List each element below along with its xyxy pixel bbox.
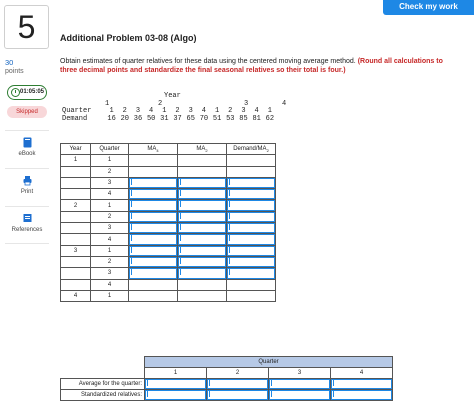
standardized-q1-cell[interactable] bbox=[145, 390, 207, 401]
ratio-input[interactable] bbox=[227, 268, 275, 278]
table-row bbox=[61, 166, 276, 177]
quarter-value: 4 bbox=[149, 107, 154, 115]
year-3-label: 3 bbox=[244, 99, 249, 108]
year-2-label: 2 bbox=[158, 99, 163, 108]
quarter-cell: 2 bbox=[91, 256, 129, 267]
ratio-cell[interactable] bbox=[227, 200, 276, 211]
ratio-input[interactable] bbox=[227, 212, 275, 222]
average-q2-cell[interactable] bbox=[207, 379, 269, 390]
average-q4-input[interactable] bbox=[331, 379, 392, 389]
ma2-cell-empty bbox=[178, 279, 227, 290]
ratio-cell[interactable] bbox=[227, 177, 276, 188]
ma2-cell-empty bbox=[178, 290, 227, 301]
year-cell bbox=[61, 189, 91, 200]
ma2-cell[interactable] bbox=[178, 211, 227, 222]
ratio-input[interactable] bbox=[227, 234, 275, 244]
quarter-value: 1 bbox=[267, 107, 272, 115]
quarter-value: 2 bbox=[228, 107, 233, 115]
ratio-cell[interactable] bbox=[227, 245, 276, 256]
quarter-1-header: 1 bbox=[145, 368, 207, 379]
table-row bbox=[61, 223, 276, 234]
quarter-cell: 3 bbox=[91, 268, 129, 279]
book-icon bbox=[23, 137, 32, 148]
ratio-input[interactable] bbox=[227, 246, 275, 256]
ma4-cell[interactable] bbox=[129, 200, 178, 211]
ma4-cell[interactable] bbox=[129, 189, 178, 200]
quarter-cell: 4 bbox=[91, 189, 129, 200]
ma2-cell[interactable] bbox=[178, 245, 227, 256]
average-q1-input[interactable] bbox=[145, 379, 206, 389]
year-4-label: 4 bbox=[282, 99, 287, 108]
ratio-input[interactable] bbox=[227, 257, 275, 267]
quarter-4-header: 4 bbox=[331, 368, 393, 379]
quarter-cell: 1 bbox=[91, 245, 129, 256]
ma4-input[interactable] bbox=[129, 178, 177, 188]
table-row bbox=[61, 290, 276, 301]
quarter-cell: 1 bbox=[91, 200, 129, 211]
average-q1-cell[interactable] bbox=[145, 379, 207, 390]
timer-value: 01:05:05 bbox=[20, 89, 45, 95]
table-row bbox=[61, 256, 276, 267]
ratio-input[interactable] bbox=[227, 189, 275, 199]
table-row bbox=[61, 234, 276, 245]
sidebar-item-label: eBook bbox=[18, 151, 36, 157]
quarter-cell: 2 bbox=[91, 166, 129, 177]
ma2-cell[interactable] bbox=[178, 200, 227, 211]
demand-value: 20 bbox=[120, 114, 129, 123]
ma4-cell[interactable] bbox=[129, 234, 178, 245]
standardized-q2-cell[interactable] bbox=[207, 390, 269, 401]
column-header-year: Year bbox=[61, 144, 91, 155]
ma4-input[interactable] bbox=[129, 268, 177, 278]
ratio-cell[interactable] bbox=[227, 234, 276, 245]
timer[interactable] bbox=[7, 85, 47, 100]
ratio-cell[interactable] bbox=[227, 223, 276, 234]
quarter-cell: 1 bbox=[91, 290, 129, 301]
ma2-cell[interactable] bbox=[178, 268, 227, 279]
points-value: 30 bbox=[5, 58, 14, 67]
ma2-cell[interactable] bbox=[178, 234, 227, 245]
year-cell bbox=[61, 223, 91, 234]
ma2-input[interactable] bbox=[178, 257, 226, 267]
table-header-row bbox=[61, 144, 276, 155]
check-my-work-button[interactable]: Check my work bbox=[383, 0, 474, 15]
ratio-cell-empty bbox=[227, 279, 276, 290]
standardized-row-label: Standardized relatives: bbox=[61, 390, 145, 401]
quarter-value: 4 bbox=[201, 107, 206, 115]
quarter-cell: 4 bbox=[91, 279, 129, 290]
quarter-title: Quarter bbox=[145, 357, 393, 368]
demand-value: 65 bbox=[186, 114, 195, 123]
table-row bbox=[61, 279, 276, 290]
moving-average-table bbox=[60, 143, 276, 302]
ratio-cell[interactable] bbox=[227, 256, 276, 267]
demand-value: 62 bbox=[265, 114, 275, 123]
column-header-ma2: $MA_2$ bbox=[178, 144, 227, 155]
quarter-value: 4 bbox=[254, 107, 259, 115]
quarter-row-label: Quarter bbox=[62, 107, 92, 115]
quarter-2-header: 2 bbox=[207, 368, 269, 379]
ma2-input[interactable] bbox=[178, 212, 226, 222]
demand-value: 37 bbox=[173, 114, 182, 123]
ratio-cell-empty bbox=[227, 166, 276, 177]
year-cell bbox=[61, 166, 91, 177]
ma4-input[interactable] bbox=[129, 246, 177, 256]
column-header-ma4: $MA_4$ bbox=[129, 144, 178, 155]
ratio-cell[interactable] bbox=[227, 211, 276, 222]
table-row bbox=[61, 177, 276, 188]
demand-value: 36 bbox=[133, 114, 143, 123]
quarter-value: 1 bbox=[162, 107, 167, 115]
instruction-emphasis: (Round all calculations to three decimal points and standardize the final seasonal relatives so their total is four.) bbox=[60, 58, 443, 74]
year-cell: 4 bbox=[61, 290, 91, 301]
average-row-label: Average for the quarter: bbox=[61, 379, 145, 390]
demand-value: 81 bbox=[252, 114, 261, 123]
table-row bbox=[61, 211, 276, 222]
year-1-label: 1 bbox=[105, 99, 110, 108]
sidebar-item-label: Print bbox=[20, 189, 34, 195]
ma2-cell[interactable] bbox=[178, 177, 227, 188]
ma2-input[interactable] bbox=[178, 200, 226, 210]
table-row bbox=[61, 200, 276, 211]
standardized-q4-cell[interactable] bbox=[331, 390, 393, 401]
question-number: 5 bbox=[4, 5, 49, 49]
ma4-cell[interactable] bbox=[129, 256, 178, 267]
ratio-cell-empty bbox=[227, 155, 276, 166]
ma4-cell[interactable] bbox=[129, 245, 178, 256]
clock-icon bbox=[11, 88, 20, 97]
page-title: Additional Problem 03-08 (Algo) bbox=[60, 33, 197, 43]
demand-data bbox=[62, 92, 287, 123]
ma4-cell-empty bbox=[129, 155, 178, 166]
ratio-input[interactable] bbox=[227, 178, 275, 188]
table-row bbox=[61, 155, 276, 166]
instruction-text: Obtain estimates of quarter relatives for these data using the centered moving average method. bbox=[60, 58, 356, 65]
average-q3-input[interactable] bbox=[269, 379, 330, 389]
ma4-input[interactable] bbox=[129, 212, 177, 222]
quarter-value: 1 bbox=[109, 107, 114, 115]
demand-row-label: Demand bbox=[62, 114, 88, 123]
ma4-input[interactable] bbox=[129, 223, 177, 233]
ma4-input[interactable] bbox=[129, 257, 177, 267]
ma4-cell[interactable] bbox=[129, 223, 178, 234]
ratio-cell[interactable] bbox=[227, 268, 276, 279]
quarter-cell: 2 bbox=[91, 211, 129, 222]
ma2-cell[interactable] bbox=[178, 223, 227, 234]
demand-value: 70 bbox=[199, 114, 209, 123]
column-header-ratio: Demand/$MA_2$ bbox=[227, 144, 276, 155]
year-cell bbox=[61, 279, 91, 290]
ma2-cell-empty bbox=[178, 155, 227, 166]
ma2-input[interactable] bbox=[178, 246, 226, 256]
demand-value: 50 bbox=[146, 114, 156, 123]
quarter-3-header: 3 bbox=[269, 368, 331, 379]
standardized-q3-cell[interactable] bbox=[269, 390, 331, 401]
ma4-input[interactable] bbox=[129, 189, 177, 199]
average-q2-input[interactable] bbox=[207, 379, 268, 389]
printer-icon bbox=[23, 175, 32, 186]
quarter-cell: 4 bbox=[91, 234, 129, 245]
seasonal-relatives-table bbox=[60, 356, 393, 401]
year-header-label: Year bbox=[164, 92, 181, 100]
year-cell bbox=[61, 268, 91, 279]
sidebar-item-ebook[interactable] bbox=[5, 130, 49, 168]
year-cell bbox=[61, 256, 91, 267]
ma2-input[interactable] bbox=[178, 189, 226, 199]
ma4-input[interactable] bbox=[129, 200, 177, 210]
demand-value: 51 bbox=[212, 114, 222, 123]
ma2-cell-empty bbox=[178, 166, 227, 177]
column-header-quarter: Quarter bbox=[91, 144, 129, 155]
sidebar-item-print[interactable] bbox=[5, 168, 49, 206]
average-q4-cell[interactable] bbox=[331, 379, 393, 390]
ratio-cell-empty bbox=[227, 290, 276, 301]
quarter-cell: 3 bbox=[91, 223, 129, 234]
year-cell: 2 bbox=[61, 200, 91, 211]
ma4-cell-empty bbox=[129, 279, 178, 290]
sidebar bbox=[5, 130, 49, 244]
ratio-input[interactable] bbox=[227, 223, 275, 233]
status-badge: Skipped bbox=[7, 106, 47, 118]
year-cell: 3 bbox=[61, 245, 91, 256]
standardized-q3-input[interactable] bbox=[269, 390, 330, 400]
year-cell bbox=[61, 211, 91, 222]
demand-value: 31 bbox=[160, 114, 169, 123]
instructions bbox=[60, 57, 455, 75]
ma4-cell-empty bbox=[129, 290, 178, 301]
demand-value: 16 bbox=[107, 114, 116, 123]
ma4-cell[interactable] bbox=[129, 177, 178, 188]
points-label: points bbox=[5, 68, 24, 75]
sidebar-item-label: References bbox=[11, 227, 43, 233]
ratio-cell[interactable] bbox=[227, 189, 276, 200]
year-cell bbox=[61, 177, 91, 188]
quarter-value: 3 bbox=[188, 107, 193, 115]
standardized-q2-input[interactable] bbox=[207, 390, 268, 400]
references-icon bbox=[23, 213, 32, 224]
demand-value: 85 bbox=[239, 114, 248, 123]
ma2-cell[interactable] bbox=[178, 189, 227, 200]
table-row bbox=[61, 245, 276, 256]
demand-value: 53 bbox=[226, 114, 235, 123]
standardized-q1-input[interactable] bbox=[145, 390, 206, 400]
quarter-value: 2 bbox=[175, 107, 180, 115]
ma2-cell[interactable] bbox=[178, 256, 227, 267]
quarter-cell: 1 bbox=[91, 155, 129, 166]
year-cell: 1 bbox=[61, 155, 91, 166]
quarter-value: 3 bbox=[241, 107, 246, 115]
quarter-value: 1 bbox=[214, 107, 220, 115]
table-row bbox=[61, 268, 276, 279]
quarter-value: 2 bbox=[122, 107, 127, 115]
ma2-input[interactable] bbox=[178, 223, 226, 233]
ma4-input[interactable] bbox=[129, 234, 177, 244]
average-q3-cell[interactable] bbox=[269, 379, 331, 390]
quarter-value: 3 bbox=[135, 107, 141, 115]
year-cell bbox=[61, 234, 91, 245]
ma4-cell[interactable] bbox=[129, 211, 178, 222]
ma2-input[interactable] bbox=[178, 268, 226, 278]
ma4-cell-empty bbox=[129, 166, 178, 177]
ma4-cell[interactable] bbox=[129, 268, 178, 279]
ma2-input[interactable] bbox=[178, 234, 226, 244]
sidebar-item-references[interactable] bbox=[5, 206, 49, 244]
points-info bbox=[5, 58, 24, 76]
table-row bbox=[61, 189, 276, 200]
demand-row bbox=[62, 116, 276, 124]
ratio-input[interactable] bbox=[227, 200, 275, 210]
ma2-input[interactable] bbox=[178, 178, 226, 188]
standardized-q4-input[interactable] bbox=[331, 390, 392, 400]
quarter-cell: 3 bbox=[91, 177, 129, 188]
